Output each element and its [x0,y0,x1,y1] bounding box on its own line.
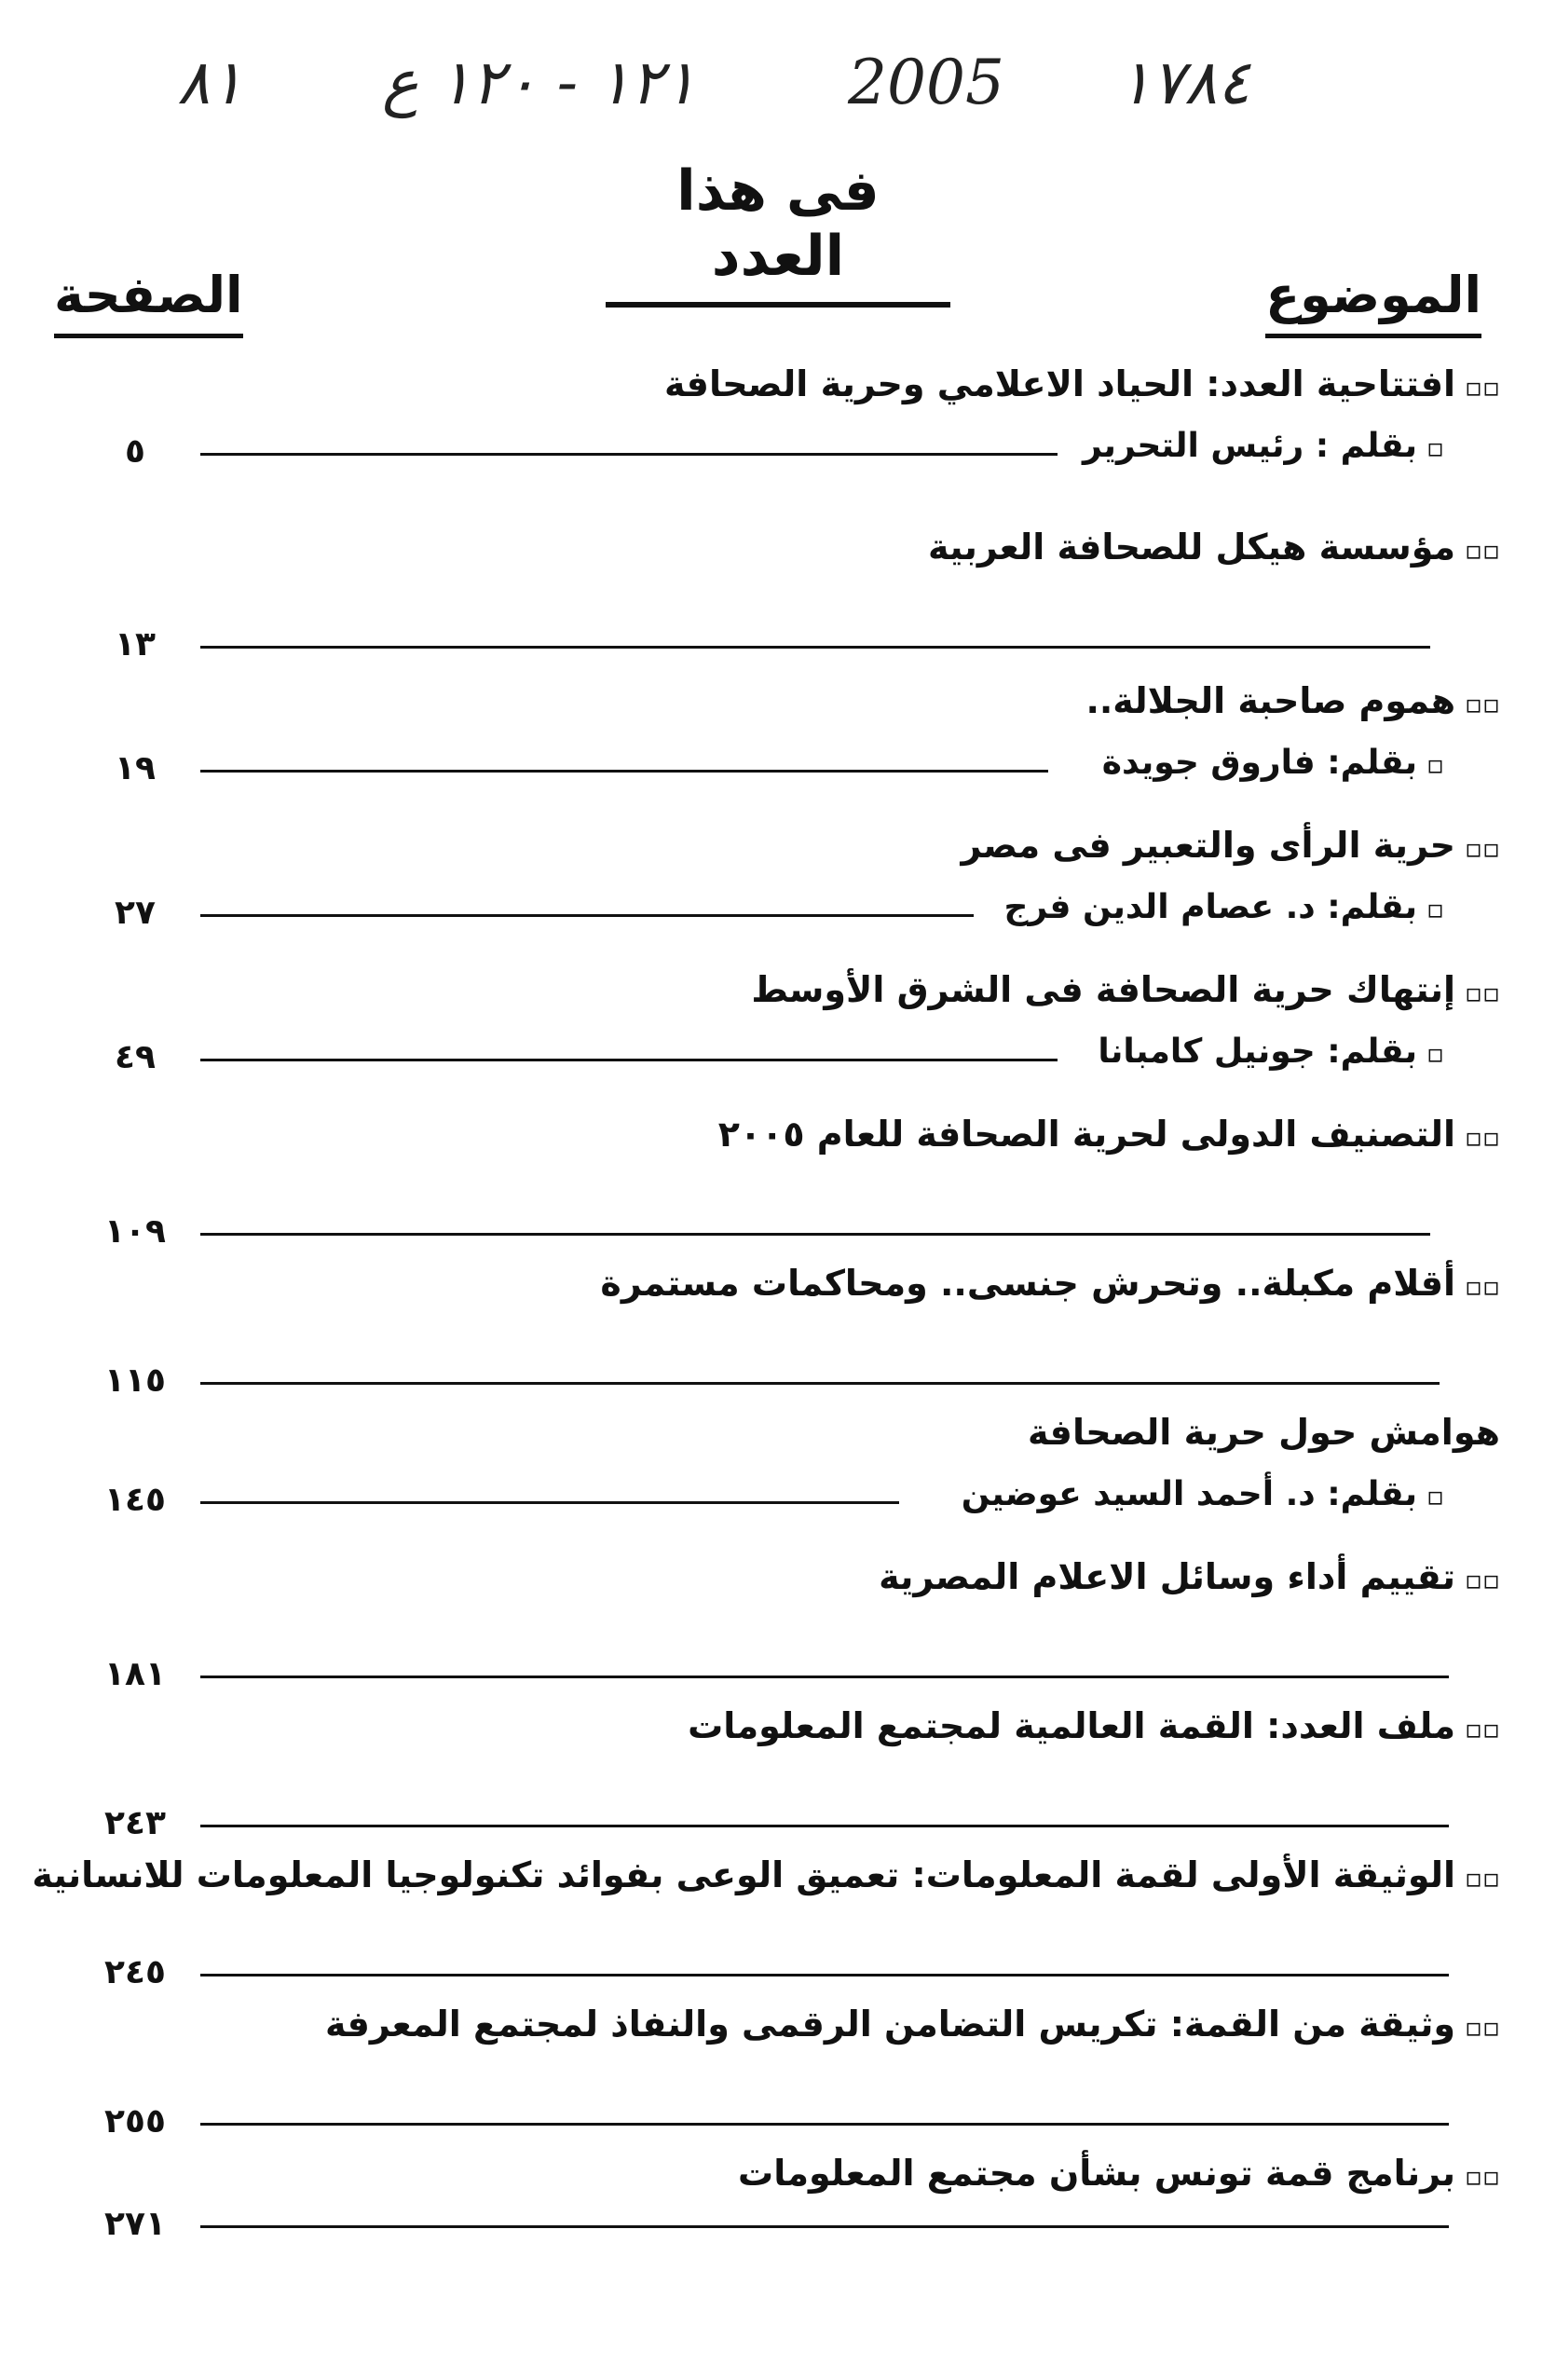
toc-entry-author: بقلم: جونيل كامبانا [1098,1033,1418,1071]
toc-entry-title: تقييم أداء وسائل الاعلام المصرية [879,1556,1456,1597]
toc-entry-page: ٢٧١ [104,2205,166,2243]
toc-entry-title: حرية الرأى والتعبير فى مصر [961,825,1456,866]
bullet-icon: ▫▫ [1465,2161,1500,2192]
bullet-icon: ▫ [1426,1038,1444,1069]
toc-entry-author-line [1083,427,1444,465]
toc-entry-title: هموم صاحبة الجلالة.. [1085,680,1456,721]
bullet-icon: ▫▫ [1465,2012,1500,2043]
handwritten-note [0,37,1556,149]
bullet-icon: ▫▫ [1465,978,1500,1008]
toc-entry-page: ١٠٩ [104,1212,166,1251]
toc-entry-title: أقلام مكبلة.. وتحرش جنسى.. ومحاكمات مستمرة [600,1263,1456,1304]
toc-entry-title: التصنيف الدولى لحرية الصحافة للعام ٢٠٠٥ [717,1114,1456,1155]
handwritten-code: ١٧٨٤ [1118,47,1250,118]
leader-line [200,2123,1449,2126]
toc-entry-author: بقلم: د. عصام الدين فرج [1003,888,1418,926]
toc-entry-title-line [879,1556,1500,1597]
toc-entry [0,1556,1556,1693]
bullet-icon: ▫▫ [1465,1122,1500,1153]
toc-entry [0,1854,1556,1991]
bullet-icon: ▫▫ [1465,372,1500,403]
leader-line [200,453,1058,456]
toc-entry [0,2004,1556,2141]
toc-entry-author-line [1098,1033,1444,1071]
toc-entry-author: بقلم: فاروق جويدة [1101,744,1418,782]
toc-entry-author-line [1004,888,1444,926]
toc-entry-page: ١١٥ [104,1361,166,1400]
toc-entry-title-line [718,1114,1500,1155]
toc-entry-title-line [325,2004,1500,2045]
toc-entry-page: ١٨١ [104,1655,166,1693]
toc-entry-title-line [664,363,1500,404]
bullet-icon: ▫▫ [1465,1863,1500,1894]
bullet-icon: ▫▫ [1465,1271,1500,1302]
leader-line [200,2225,1449,2228]
topic-column-header: الموضوع [1265,266,1481,338]
bullet-icon: ▫ [1426,894,1444,924]
leader-line [200,1233,1430,1236]
toc-entry-title-line [688,1705,1500,1746]
toc-entry-author: بقلم: د. أحمد السيد عوضين [961,1475,1418,1513]
leader-line [200,1382,1440,1385]
bullet-icon: ▫▫ [1465,535,1500,566]
toc-entry-page: ١٩ [115,749,156,787]
toc-entry [0,1114,1556,1251]
leader-line [200,646,1430,649]
leader-line [200,1676,1449,1678]
leader-line [200,1059,1058,1061]
page-title: فى هذا العدد [606,158,950,308]
toc-entry-title-line [751,969,1500,1010]
toc-entry [0,1705,1556,1842]
bullet-icon: ▫▫ [1465,1714,1500,1744]
toc-entry-page: ١٣ [115,625,156,663]
toc-entry-title-line [32,1854,1500,1895]
toc-entry [0,363,1556,494]
bullet-icon: ▫ [1426,432,1444,463]
toc-entry-page: ١٤٥ [104,1481,166,1519]
toc-entry-author-line [962,1475,1444,1513]
handwritten-year: 2005 [848,47,1004,118]
handwritten-page-range: ١٢١ - ١٢٠ ع [382,47,697,118]
toc-entry-page: ٥ [125,432,145,471]
bullet-icon: ▫▫ [1465,833,1500,864]
toc-entry [0,1412,1556,1542]
toc-entry-title: ملف العدد: القمة العالمية لمجتمع المعلومات [688,1705,1456,1746]
toc-entry-author-line [1102,744,1444,782]
leader-line [200,1825,1449,1827]
toc-list [0,363,1556,2274]
toc-entry-title-line [928,527,1500,568]
toc-entry [0,680,1556,811]
leader-line [200,914,974,917]
toc-entry-title-line [600,1263,1500,1304]
bullet-icon: ▫▫ [1465,689,1500,719]
toc-entry [0,527,1556,663]
toc-entry-page: ٤٩ [115,1038,156,1076]
toc-entry [0,1263,1556,1400]
toc-entry [0,969,1556,1100]
toc-entry [0,825,1556,955]
bullet-icon: ▫ [1426,1481,1444,1511]
toc-entry-title-line [738,2153,1500,2194]
toc-entry-page: ٢٤٥ [104,1953,166,1991]
leader-line [200,1974,1449,1976]
bullet-icon: ▫▫ [1465,1565,1500,1595]
toc-entry-title-line [962,825,1500,866]
toc-entry-title: إنتهاك حرية الصحافة فى الشرق الأوسط [751,969,1456,1010]
toc-entry [0,2153,1556,2283]
toc-entry-title: هوامش حول حرية الصحافة [1028,1412,1500,1453]
toc-entry-title: الوثيقة الأولى لقمة المعلومات: تعميق الوعى بفوائد تكنولوجيا المعلومات للانسانية [32,1854,1456,1895]
toc-entry-title: برنامج قمة تونس بشأن مجتمع المعلومات [738,2153,1456,2194]
toc-entry-title: وثيقة من القمة: تكريس التضامن الرقمى والنفاذ لمجتمع المعرفة [324,2004,1456,2045]
leader-line [200,1501,899,1504]
bullet-icon: ▫ [1426,749,1444,780]
toc-entry-title-line [1085,680,1500,721]
page-column-header: الصفحة [54,266,243,338]
toc-entry-title: مؤسسة هيكل للصحافة العربية [928,527,1456,568]
toc-entry-author: بقلم : رئيس التحرير [1083,427,1418,465]
handwritten-page-ref: ٨١ [177,47,243,118]
toc-entry-page: ٢٧ [115,894,156,932]
toc-entry-title-line [1028,1412,1500,1453]
toc-entry-page: ٢٤٣ [104,1804,166,1842]
toc-entry-page: ٢٥٥ [104,2102,166,2141]
leader-line [200,770,1048,773]
toc-entry-title: افتتاحية العدد: الحياد الاعلامي وحرية الصحافة [664,363,1456,404]
